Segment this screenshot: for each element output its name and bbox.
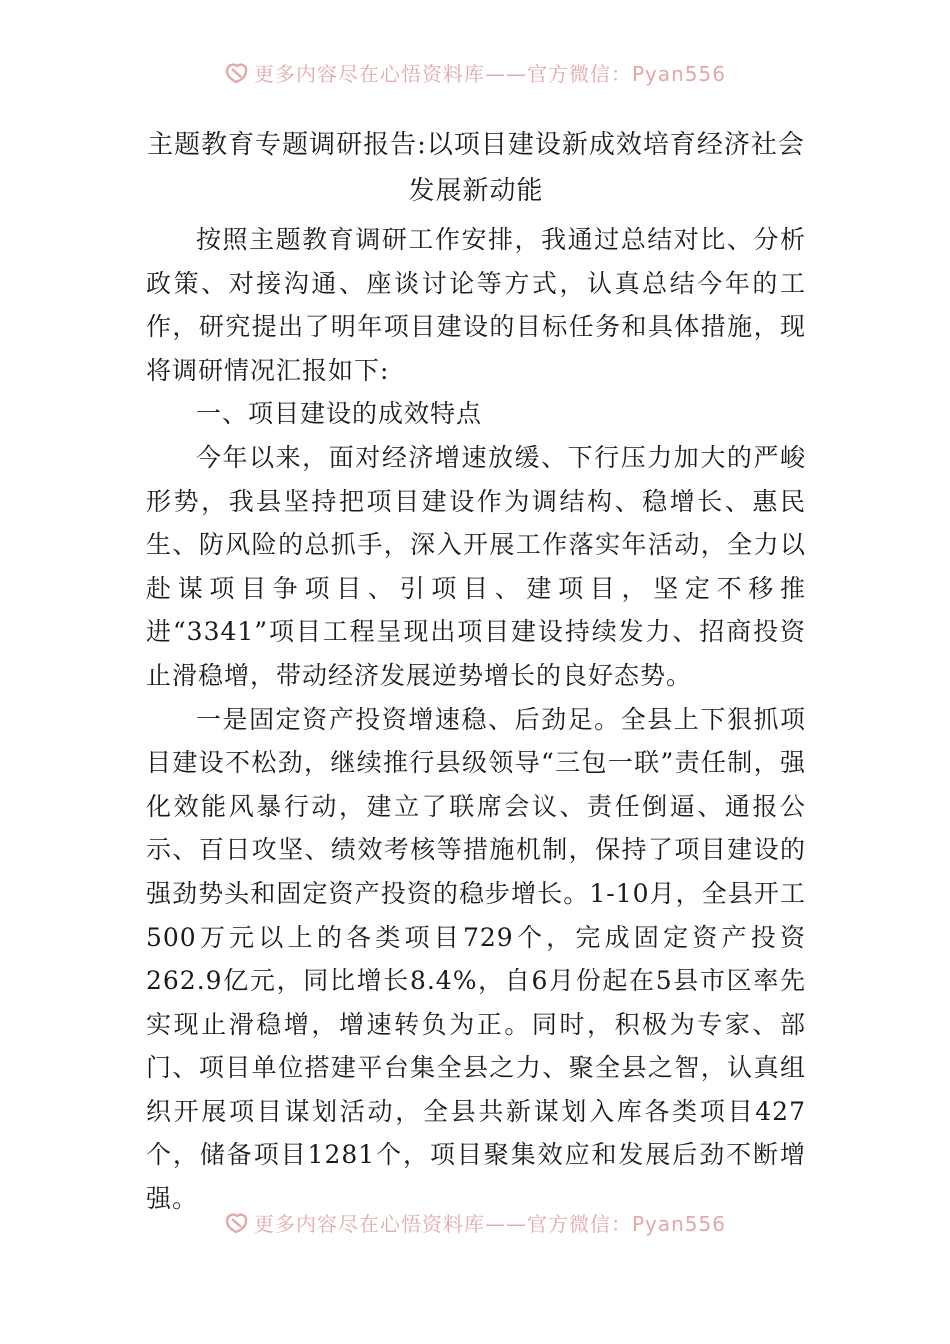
document-body <box>146 122 806 1221</box>
paragraph-intro: 按照主题教育调研工作安排，我通过总结对比、分析政策、对接沟通、座谈讨论等方式，认真总结今年的工作，研究提出了明年项目建设的目标任务和具体措施，现将调研情况汇报如下: <box>146 225 806 385</box>
logo-icon <box>224 1210 250 1234</box>
watermark-banner-top <box>0 52 950 92</box>
section-heading: 一、项目建设的成效特点 <box>196 399 483 429</box>
watermark-text: 更多内容尽在心悟资料库——官方微信：Pyan556 <box>253 1211 726 1236</box>
paragraph-investment: 一是固定资产投资增速稳、后劲足。全县上下狠抓项目建设不松劲，继续推行县级领导“三包一联”责任制，强化效能风暴行动，建立了联席会议、责任倒逼、通报公示、百日攻坚、绩效考核等措施机制，保持了项目建设的强劲势头和固定资产投资的稳步增长。1-10月，全县开工500万元以上的各类项目729个，完成固定资产投资262.9亿元，同比增长8.4%，自6月份起在5县市区率先实现止滑稳增，增速转负为正。同时，积极为专家、部门、项目单位搭建平台集全县之力、聚全县之智，认真组织开展项目谋划活动，全县共新谋划入库各类项目427个，储备项目1281个，项目聚集效应和发展后劲不断增强。 <box>146 704 806 1214</box>
watermark-text: 更多内容尽在心悟资料库——官方微信：Pyan556 <box>253 61 726 86</box>
watermark-banner-bottom <box>0 1202 950 1242</box>
document-title: 主题教育专题调研报告:以项目建设新成效培育经济社会发展新动能 <box>147 130 805 206</box>
paragraph-overview: 今年以来，面对经济增速放缓、下行压力加大的严峻形势，我县坚持把项目建设作为调结构、稳增长、惠民生、防风险的总抓手，深入开展工作落实年活动，全力以赴谋项目争项目、引项目、建项目，坚定不移推进“3341”项目工程呈现出项目建设持续发力、招商投资止滑稳增，带动经济发展逆势增长的良好态势。 <box>146 442 806 690</box>
logo-icon <box>224 60 250 84</box>
